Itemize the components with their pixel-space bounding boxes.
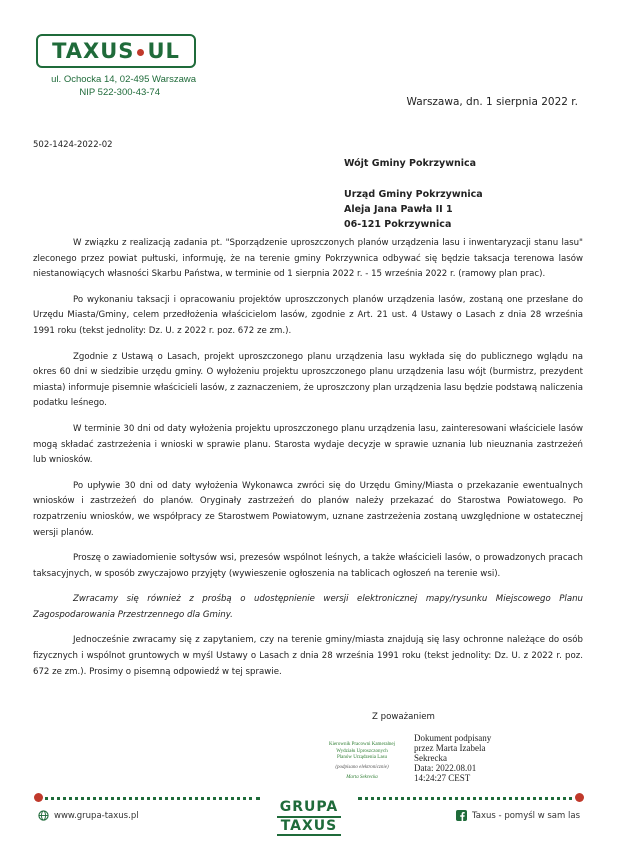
paragraph-2: Po wykonaniu taksacji i opracowaniu projektów uproszczonych planów urządzenia lasów, zostaną one przesłane do Urzędu Miasta/Gminy, celem przedłożenia właścicielom lasów, zgodnie z Art. 21 ust. 4 Ustawy o Lasach z dnia 28 września 1991 roku (tekst jednolity: Dz. U. z 2022 r. poz. 672 ze zm.). <box>33 294 583 336</box>
signature-line-3: Sekrecka <box>414 753 447 763</box>
group-logo <box>266 800 352 836</box>
paragraph-8: Jednocześnie zwracamy się z zapytaniem, czy na terenie gminy/miasta znajdują się lasy ochronne należące do osób fizycznych i wspólnot gruntowych w myśl Ustawy o Lasach z dnia 28 września 1991 roku (tekst jednolity: Dz. U. z 2022 r. poz. 672 ze zm.). Prosimy o pisemną odpowiedź w tej sprawie. <box>33 635 583 677</box>
footer-dot-left <box>34 793 43 802</box>
paragraph-5: Po upływie 30 dni od daty wyłożenia Wykonawca zwróci się do Urzędu Gminy/Miasta o przekazanie ewentualnych wniosków i zastrzeżeń do planów. Oryginały zastrzeżeń do planów należy przekazać do Starostwa Powiatowego. Po rozpatrzeniu wniosków, we współpracy ze Starostwem Powiatowym, uznane zastrzeżenia zostaną uwzględnione w ostatecznej wersji planów. <box>33 480 583 538</box>
recipient-line-1: Wójt Gminy Pokrzywnica <box>344 158 477 169</box>
company-logo <box>36 34 196 68</box>
globe-icon <box>38 810 49 821</box>
stamp-line-2: Wydziału Uproszczonych <box>336 748 388 754</box>
stamp-line-1: Kierownik Pracowni Kameralnej <box>328 742 396 747</box>
facebook-icon <box>456 810 467 821</box>
group-logo-line-1: GRUPA <box>279 799 339 815</box>
logo-text-right: UL <box>147 39 180 63</box>
footer-facebook[interactable] <box>456 810 580 821</box>
signature-line-5: 14:24:27 CEST <box>414 773 471 783</box>
paragraph-7: Zwracamy się również z prośbą o udostępnienie wersji elektronicznej mapy/rysunku Miejscowego Planu Zagospodarowania Przestrzennego dla Gminy. <box>33 594 583 620</box>
logo-dot <box>137 49 144 56</box>
company-nip: NIP 522-300-43-74 <box>79 87 160 98</box>
paragraph-3: Zgodnie z Ustawą o Lasach, projekt uproszczonego planu urządzenia lasu wykłada się do publicznego wglądu na okres 60 dni w siedzibie urzędu gminy. O wyłożeniu projektu uproszczonego planu urządzenia lasu wójt (burmistrz, prezydent miasta) informuje pisemnie właścicieli lasów, z zaznaczeniem, że uproszczony plan urządzenia lasu będzie podstawą naliczenia podatku leśnego. <box>33 351 583 409</box>
website-link[interactable]: www.grupa-taxus.pl <box>54 810 139 821</box>
letter-body <box>33 236 583 690</box>
signature-line-4: Data: 2022.08.01 <box>414 763 477 773</box>
recipient-line-3: Aleja Jana Pawła II 1 <box>344 204 453 215</box>
company-address: ul. Ochocka 14, 02-495 Warszawa <box>51 74 196 85</box>
footer-website[interactable] <box>38 810 139 821</box>
reference-number: 502-1424-2022-02 <box>33 140 113 150</box>
closing-regards: Z poważaniem <box>372 712 435 722</box>
footer-dot-right <box>575 793 584 802</box>
logo-text-left: TAXUS <box>52 39 135 63</box>
letter-date: Warszawa, dn. 1 sierpnia 2022 r. <box>406 96 578 108</box>
recipient-line-2: Urząd Gminy Pokrzywnica <box>344 189 483 200</box>
signature-line-2: przez Marta Izabela <box>414 743 486 753</box>
group-logo-line-2: TAXUS <box>277 816 342 836</box>
official-stamp <box>322 742 402 782</box>
digital-signature <box>414 733 491 783</box>
signature-line-1: Dokument podpisany <box>414 733 492 743</box>
footer-divider-right <box>358 797 580 804</box>
paragraph-6: Proszę o zawiadomienie sołtysów wsi, prezesów wspólnot leśnych, a także właścicieli lasów, o prowadzonych pracach taksacyjnych, w sposób zwyczajowo przyjęty (wywieszenie ogłoszenia na tablicach ogłoszeń na terenie wsi). <box>33 553 583 579</box>
facebook-link[interactable]: Taxus - pomyśl w sam las <box>472 810 580 821</box>
logo-text <box>52 39 180 63</box>
stamp-line-4: (podpisano elektronicznie) <box>335 764 389 770</box>
paragraph-4: W terminie 30 dni od daty wyłożenia projektu uproszczonego planu urządzenia lasu, zainteresowani właściciele lasów mogą składać zastrzeżenia i wnioski w sprawie planu. Starosta wydaje decyzje w sprawie uznania lub nieuznania zastrzeżeń lub wniosków. <box>33 423 583 466</box>
footer-divider-left <box>38 797 260 804</box>
paragraph-1: W związku z realizacją zadania pt. "Sporządzenie uproszczonych planów urządzenia lasu i inwentaryzacji stanu lasu" zleconego przez powiat pułtuski, informuję, że na terenie gminy Pokrzywnica odbywać się będzie taksacja terenowa lasów niestanowiących własności Skarbu Państwa, w terminie od 1 sierpnia 2022 r. - 15 września 2022 r. (ramowy plan prac). <box>33 238 583 280</box>
stamp-line-3: Planów Urządzenia Lasu <box>337 755 387 760</box>
stamp-signature: Marta Sekrecka <box>346 775 378 780</box>
recipient-line-4: 06-121 Pokrzywnica <box>344 219 452 230</box>
